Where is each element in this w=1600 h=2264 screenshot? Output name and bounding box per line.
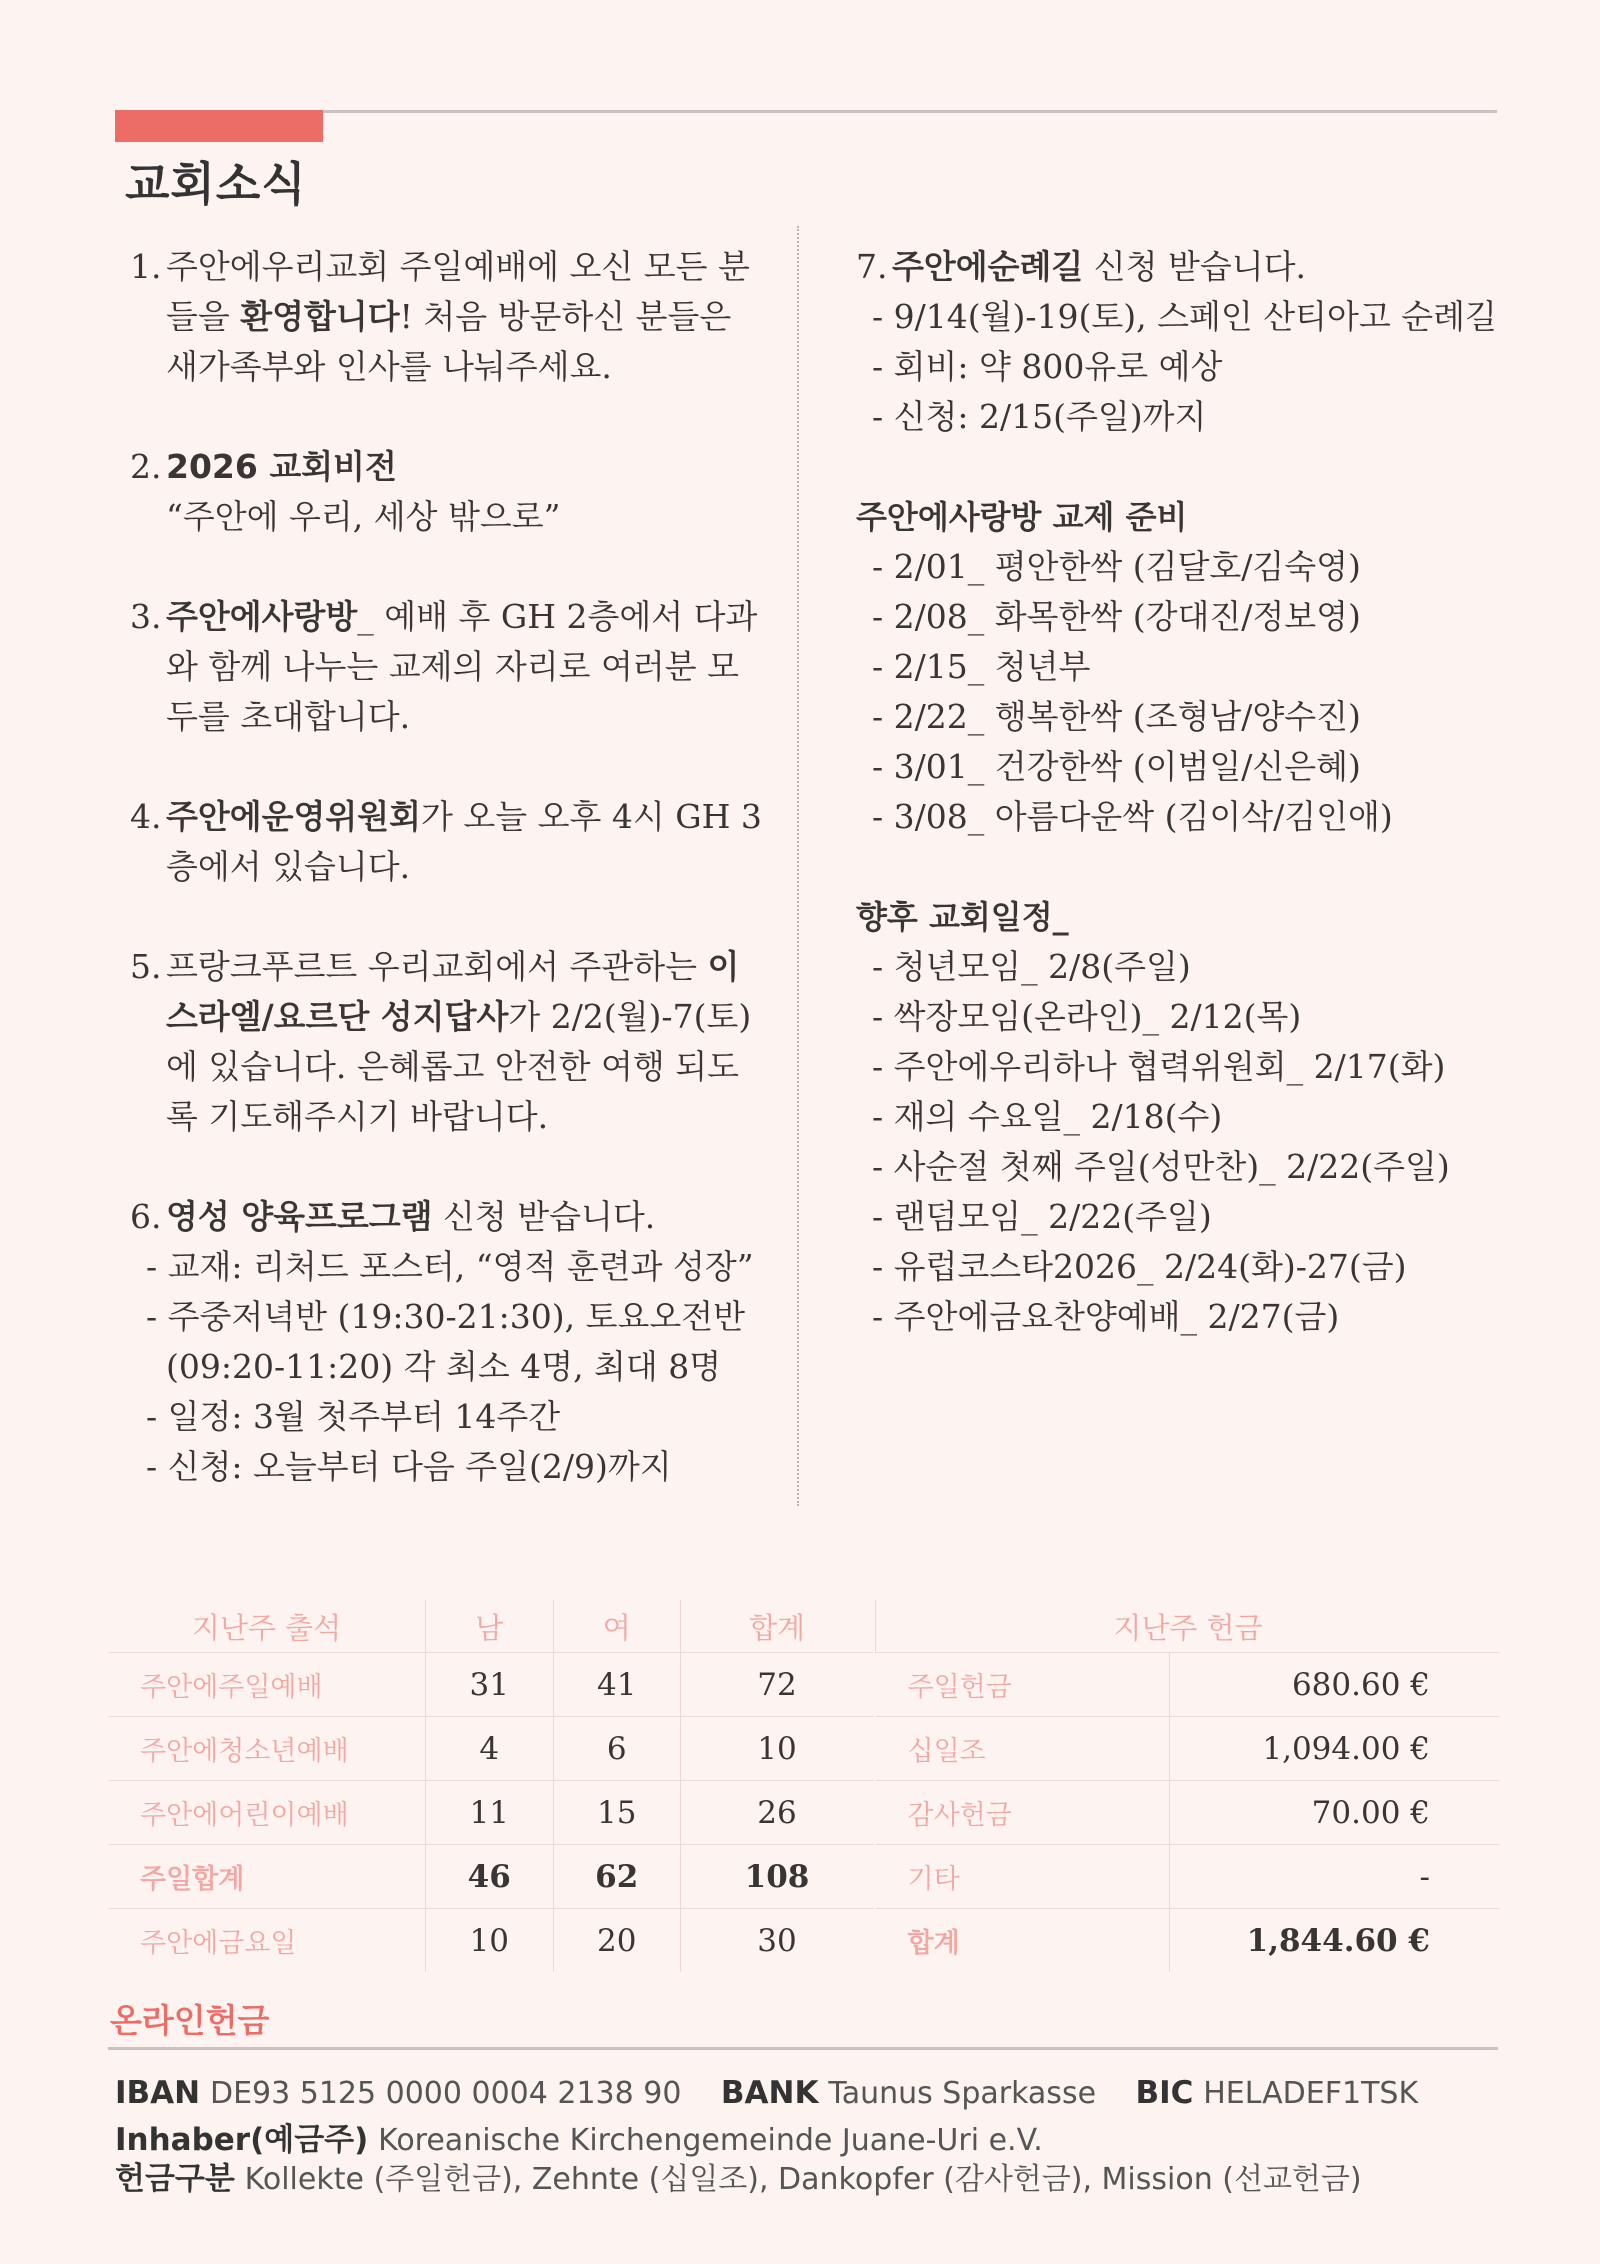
detail-line: - 회비: 약 800유로 예상 xyxy=(872,347,1223,386)
table-row-total xyxy=(876,1909,1501,1973)
schedule-item: - 재의 수요일_ 2/18(수) xyxy=(872,1097,1223,1136)
cell: 30 xyxy=(681,1909,874,1973)
table-row xyxy=(876,1845,1501,1909)
detail-line: - 신청: 오늘부터 다음 주일(2/9)까지 xyxy=(146,1447,672,1486)
cell: 11 xyxy=(426,1781,554,1845)
news-item-1 xyxy=(130,242,770,392)
row-label: 기타 xyxy=(876,1845,1170,1909)
cell: 680.60 € xyxy=(1169,1653,1500,1717)
fellowship-item: - 2/08_ 화목한싹 (강대진/정보영) xyxy=(872,597,1361,636)
row-label: 감사헌금 xyxy=(876,1781,1170,1845)
column-header: 남 xyxy=(426,1600,554,1653)
item-text: 프랑크푸르트 우리교회에서 주관하는 xyxy=(166,947,708,986)
table-row xyxy=(108,1909,873,1973)
table-row xyxy=(108,1781,873,1845)
column-header: 합계 xyxy=(681,1600,874,1653)
schedule-item: - 주안에우리하나 협력위원회_ 2/17(화) xyxy=(872,1047,1446,1086)
cell: - xyxy=(1169,1845,1500,1909)
cell: 62 xyxy=(553,1845,681,1909)
fellowship-item: - 2/22_ 행복한싹 (조형남/양수진) xyxy=(872,697,1361,736)
detail-line: - 신청: 2/15(주일)까지 xyxy=(872,397,1207,436)
row-label: 주일헌금 xyxy=(876,1653,1170,1717)
cell: 70.00 € xyxy=(1169,1781,1500,1845)
row-label: 주안에금요일 xyxy=(108,1909,426,1973)
cell: 1,844.60 € xyxy=(1169,1909,1500,1973)
right-column xyxy=(856,242,1516,1342)
schedule-title: 향후 교회일정_ xyxy=(856,898,1069,936)
cell: 10 xyxy=(681,1717,874,1781)
row-label: 주일합계 xyxy=(108,1845,426,1909)
item-text: ! 처음 방문하신 분들은 새가족부와 인사를 나눠주세요. xyxy=(166,297,732,386)
attendance-table xyxy=(108,1600,873,1972)
item-emphasis: 환영합니다 xyxy=(240,297,400,336)
iban-label: IBAN xyxy=(115,2075,201,2111)
vision-quote: “주안에 우리, 세상 밖으로” xyxy=(166,497,561,536)
fellowship-item: - 3/01_ 건강한싹 (이범일/신은혜) xyxy=(872,747,1361,786)
table-row xyxy=(108,1653,873,1717)
offering-type-line xyxy=(115,2153,1362,2198)
item-emphasis: 영성 양육프로그램 xyxy=(166,1197,433,1236)
bic-label: BIC xyxy=(1135,2075,1194,2111)
detail-line: - 교재: 리처드 포스터, “영적 훈련과 성장” xyxy=(146,1247,754,1286)
table-row xyxy=(876,1781,1501,1845)
cell: 31 xyxy=(426,1653,554,1717)
column-header: 여 xyxy=(553,1600,681,1653)
schedule-item: - 싹장모임(온라인)_ 2/12(목) xyxy=(872,997,1302,1036)
column-header: 지난주 헌금 xyxy=(876,1600,1501,1653)
item-number: 3. xyxy=(130,597,162,636)
schedule-item: - 사순절 첫째 주일(성만찬)_ 2/22(주일) xyxy=(872,1147,1450,1186)
detail-line: - 주중저녁반 (19:30-21:30), 토요오전반 xyxy=(146,1297,745,1336)
table-row-total xyxy=(108,1845,873,1909)
item-emphasis: 주안에순례길 xyxy=(892,247,1084,286)
row-label: 십일조 xyxy=(876,1717,1170,1781)
cell: 41 xyxy=(553,1653,681,1717)
table-header-row xyxy=(108,1600,873,1653)
schedule-item: - 랜덤모임_ 2/22(주일) xyxy=(872,1197,1212,1236)
offering-type-value: Kollekte (주일헌금), Zehnte (십일조), Dankopfer (감사헌금), Mission (선교헌금) xyxy=(244,2162,1362,2197)
offering-table xyxy=(875,1600,1500,1972)
online-offering-rule xyxy=(108,2047,1498,2050)
table-header-row xyxy=(876,1600,1501,1653)
offering-type-label: 헌금구분 xyxy=(115,2161,235,2197)
row-label: 주안에청소년예배 xyxy=(108,1717,426,1781)
bank-value: Taunus Sparkasse xyxy=(828,2076,1097,2111)
bic-value: HELADEF1TSK xyxy=(1203,2076,1419,2111)
item-text: 신청 받습니다. xyxy=(1083,247,1307,286)
news-item-6 xyxy=(130,1192,770,1242)
online-offering-title: 온라인헌금 xyxy=(110,2001,270,2040)
item-text: _ 예배 후 GH 2층에서 다과와 함께 나누는 교제의 자리로 여러분 모두를 초대합니다. xyxy=(166,597,758,736)
item-emphasis: 이스라엘/요르단 성지답사 xyxy=(166,947,740,1036)
row-label: 주안에주일예배 xyxy=(108,1653,426,1717)
item-number: 6. xyxy=(130,1197,162,1236)
fellowship-title: 주안에사랑방 교제 준비 xyxy=(856,498,1188,536)
holder-value: Koreanische Kirchengemeinde Juane-Uri e.V. xyxy=(378,2123,1043,2158)
fellowship-item: - 2/15_ 청년부 xyxy=(872,647,1091,686)
news-item-2 xyxy=(130,442,770,542)
table-row xyxy=(108,1717,873,1781)
column-header: 지난주 출석 xyxy=(191,1610,342,1645)
cell: 26 xyxy=(681,1781,874,1845)
cell: 72 xyxy=(681,1653,874,1717)
item-text: 가 오늘 오후 4시 GH 3층에서 있습니다. xyxy=(166,797,762,886)
holder-label: Inhaber(예금주) xyxy=(115,2122,369,2158)
cell: 15 xyxy=(553,1781,681,1845)
row-label: 주안에어린이예배 xyxy=(108,1781,426,1845)
item-number: 1. xyxy=(130,247,162,286)
header-accent-bar xyxy=(115,110,323,142)
fellowship-item: - 3/08_ 아름다운싹 (김이삭/김인애) xyxy=(872,797,1393,836)
cell: 10 xyxy=(426,1909,554,1973)
item-emphasis: 주안에운영위원회 xyxy=(166,797,422,836)
cell: 108 xyxy=(681,1845,874,1909)
detail-line: - 일정: 3월 첫주부터 14주간 xyxy=(146,1397,561,1436)
page-title: 교회소식 xyxy=(125,157,307,211)
item-text: 가 2/2(월)-7(토)에 있습니다. 은혜롭고 안전한 여행 되도록 기도해주시기 바랍니다. xyxy=(166,997,752,1136)
column-divider xyxy=(797,226,799,1506)
bank-details-line xyxy=(115,2075,1418,2111)
cell: 6 xyxy=(553,1717,681,1781)
schedule-item: - 주안에금요찬양예배_ 2/27(금) xyxy=(872,1297,1340,1336)
news-item-7 xyxy=(856,242,1516,292)
schedule-item: - 유럽코스타2026_ 2/24(화)-27(금) xyxy=(872,1247,1407,1286)
item-emphasis: 2026 교회비전 xyxy=(166,447,397,486)
item-number: 5. xyxy=(130,947,162,986)
news-item-3 xyxy=(130,592,770,742)
cell: 4 xyxy=(426,1717,554,1781)
item-text: 신청 받습니다. xyxy=(432,1197,656,1236)
schedule-item: - 청년모임_ 2/8(주일) xyxy=(872,947,1191,986)
cell: 20 xyxy=(553,1909,681,1973)
left-column xyxy=(130,242,770,1492)
cell: 46 xyxy=(426,1845,554,1909)
item-emphasis: 주안에사랑방 xyxy=(166,597,358,636)
table-row xyxy=(876,1653,1501,1717)
item-text: 주안에우리교회 주일예배에 오신 모든 분들을 xyxy=(166,247,750,336)
table-row xyxy=(876,1717,1501,1781)
item-number: 4. xyxy=(130,797,162,836)
iban-value: DE93 5125 0000 0004 2138 90 xyxy=(209,2076,682,2111)
detail-line: - 9/14(월)-19(토), 스페인 산티아고 순례길 xyxy=(872,297,1497,336)
row-label: 합계 xyxy=(876,1909,1170,1973)
fellowship-item: - 2/01_ 평안한싹 (김달호/김숙영) xyxy=(872,547,1361,586)
item-number: 7. xyxy=(856,247,888,286)
bank-label: BANK xyxy=(720,2075,819,2111)
news-item-5 xyxy=(130,942,770,1142)
item-number: 2. xyxy=(130,447,162,486)
news-item-4 xyxy=(130,792,770,892)
cell: 1,094.00 € xyxy=(1169,1717,1500,1781)
detail-line: (09:20-11:20) 각 최소 4명, 최대 8명 xyxy=(166,1347,722,1386)
